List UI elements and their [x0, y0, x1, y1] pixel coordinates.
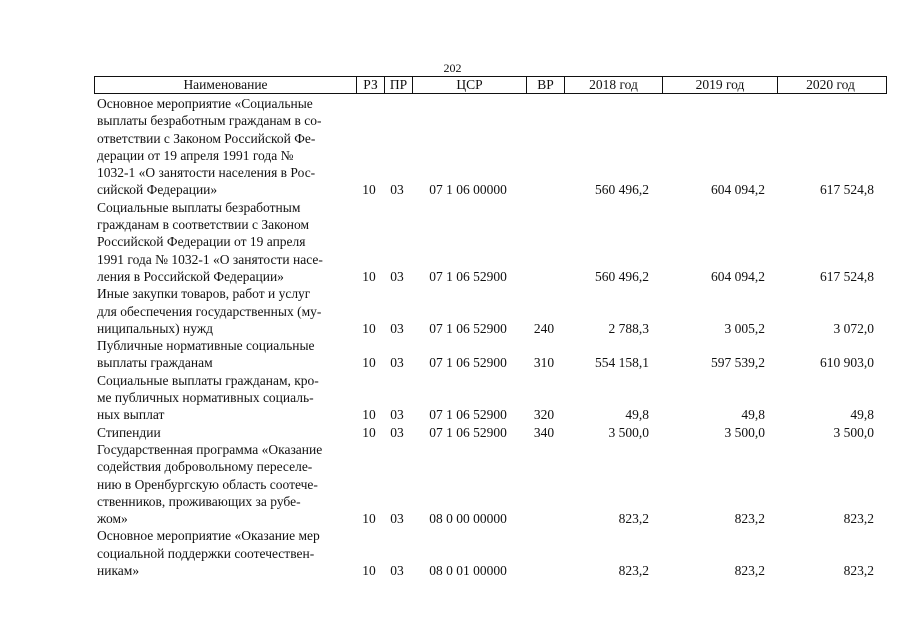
row-csr: 07 1 06 52900 — [429, 268, 507, 284]
row-2019: 604 094,2 — [711, 182, 765, 198]
row-pr: 03 — [390, 424, 404, 440]
row-pr: 03 — [390, 511, 404, 527]
row-2020: 823,2 — [843, 563, 874, 579]
row-csr: 07 1 06 52900 — [429, 355, 507, 371]
column-header-rz: РЗ — [356, 77, 384, 93]
row-name: Основное мероприятие «Оказание мер социальной поддержки соотечествен- никам» — [97, 528, 320, 579]
table-row — [94, 199, 887, 285]
row-2018: 49,8 — [625, 407, 649, 423]
row-2020: 3 500,0 — [833, 424, 874, 440]
row-pr: 03 — [390, 182, 404, 198]
row-rz: 10 — [362, 320, 376, 336]
table-row — [94, 424, 887, 441]
row-2018: 823,2 — [618, 511, 649, 527]
table-body — [94, 95, 887, 579]
row-rz: 10 — [362, 355, 376, 371]
row-2019: 3 005,2 — [724, 320, 765, 336]
row-2018: 560 496,2 — [595, 182, 649, 198]
row-pr: 03 — [390, 320, 404, 336]
row-pr: 03 — [390, 268, 404, 284]
row-rz: 10 — [362, 563, 376, 579]
column-header-vr: ВР — [526, 77, 564, 93]
column-header-2020: 2020 год — [777, 77, 883, 93]
row-2020: 617 524,8 — [820, 182, 874, 198]
row-rz: 10 — [362, 182, 376, 198]
column-header-name: Наименование — [183, 77, 268, 92]
row-csr: 07 1 06 00000 — [429, 182, 507, 198]
row-2018: 554 158,1 — [595, 355, 649, 371]
column-header-csr: ЦСР — [412, 77, 526, 93]
page-number: 202 — [443, 61, 462, 75]
table-row — [94, 337, 887, 372]
row-2018: 2 788,3 — [608, 320, 649, 336]
row-name: Иные закупки товаров, работ и услуг для обеспечения государственных (му- ниципальных) нужд — [97, 286, 322, 336]
row-2019: 597 539,2 — [711, 355, 765, 371]
table-row — [94, 95, 887, 199]
table-row — [94, 527, 887, 579]
row-2019: 3 500,0 — [724, 424, 765, 440]
row-2018: 3 500,0 — [608, 424, 649, 440]
row-csr: 07 1 06 52900 — [429, 320, 507, 336]
row-name: Социальные выплаты безработным гражданам в соответствии с Законом Российской Федерации от 19 апреля 1991 года № 1032-1 «О занятости насе- ления в Российской Федерации» — [97, 199, 323, 284]
row-rz: 10 — [362, 268, 376, 284]
row-2020: 617 524,8 — [820, 268, 874, 284]
row-name: Основное мероприятие «Социальные выплаты безработным гражданам в со- ответствии с Законом Российской Фе- дерации от 19 апреля 1991 года № 1032-1 «О занятости населения в Рос- сийской Федерации» — [97, 96, 322, 198]
row-2018: 560 496,2 — [595, 268, 649, 284]
row-vr: 310 — [533, 355, 555, 371]
row-csr: 08 0 01 00000 — [429, 563, 507, 579]
table-row — [94, 285, 887, 337]
row-rz: 10 — [362, 424, 376, 440]
row-2019: 49,8 — [741, 407, 765, 423]
row-name: Публичные нормативные социальные выплаты гражданам — [97, 338, 315, 371]
row-2018: 823,2 — [618, 563, 649, 579]
row-pr: 03 — [390, 407, 404, 423]
table-header — [94, 76, 887, 94]
column-header-pr: ПР — [384, 77, 412, 93]
row-name: Государственная программа «Оказание содействия добровольному переселе- нию в Оренбургскую область соотече- ственников, проживающих за рубе- жом» — [97, 441, 323, 527]
row-vr: 320 — [533, 407, 555, 423]
row-rz: 10 — [362, 407, 376, 423]
row-2020: 823,2 — [843, 511, 874, 527]
row-pr: 03 — [390, 563, 404, 579]
row-csr: 08 0 00 00000 — [429, 511, 507, 527]
row-2020: 3 072,0 — [833, 320, 874, 336]
table-row — [94, 372, 887, 424]
row-2019: 604 094,2 — [711, 268, 765, 284]
row-2019: 823,2 — [734, 511, 765, 527]
row-pr: 03 — [390, 355, 404, 371]
table-row — [94, 441, 887, 527]
row-vr: 340 — [533, 424, 555, 440]
row-2020: 610 903,0 — [820, 355, 874, 371]
row-2019: 823,2 — [734, 563, 765, 579]
row-csr: 07 1 06 52900 — [429, 424, 507, 440]
row-name: Стипендии — [97, 424, 161, 440]
row-name: Социальные выплаты гражданам, кро- ме публичных нормативных социаль- ных выплат — [97, 372, 319, 423]
column-header-2019: 2019 год — [662, 77, 777, 93]
column-header-2018: 2018 год — [564, 77, 662, 93]
row-2020: 49,8 — [850, 407, 874, 423]
row-csr: 07 1 06 52900 — [429, 407, 507, 423]
row-rz: 10 — [362, 511, 376, 527]
row-vr: 240 — [533, 320, 555, 336]
